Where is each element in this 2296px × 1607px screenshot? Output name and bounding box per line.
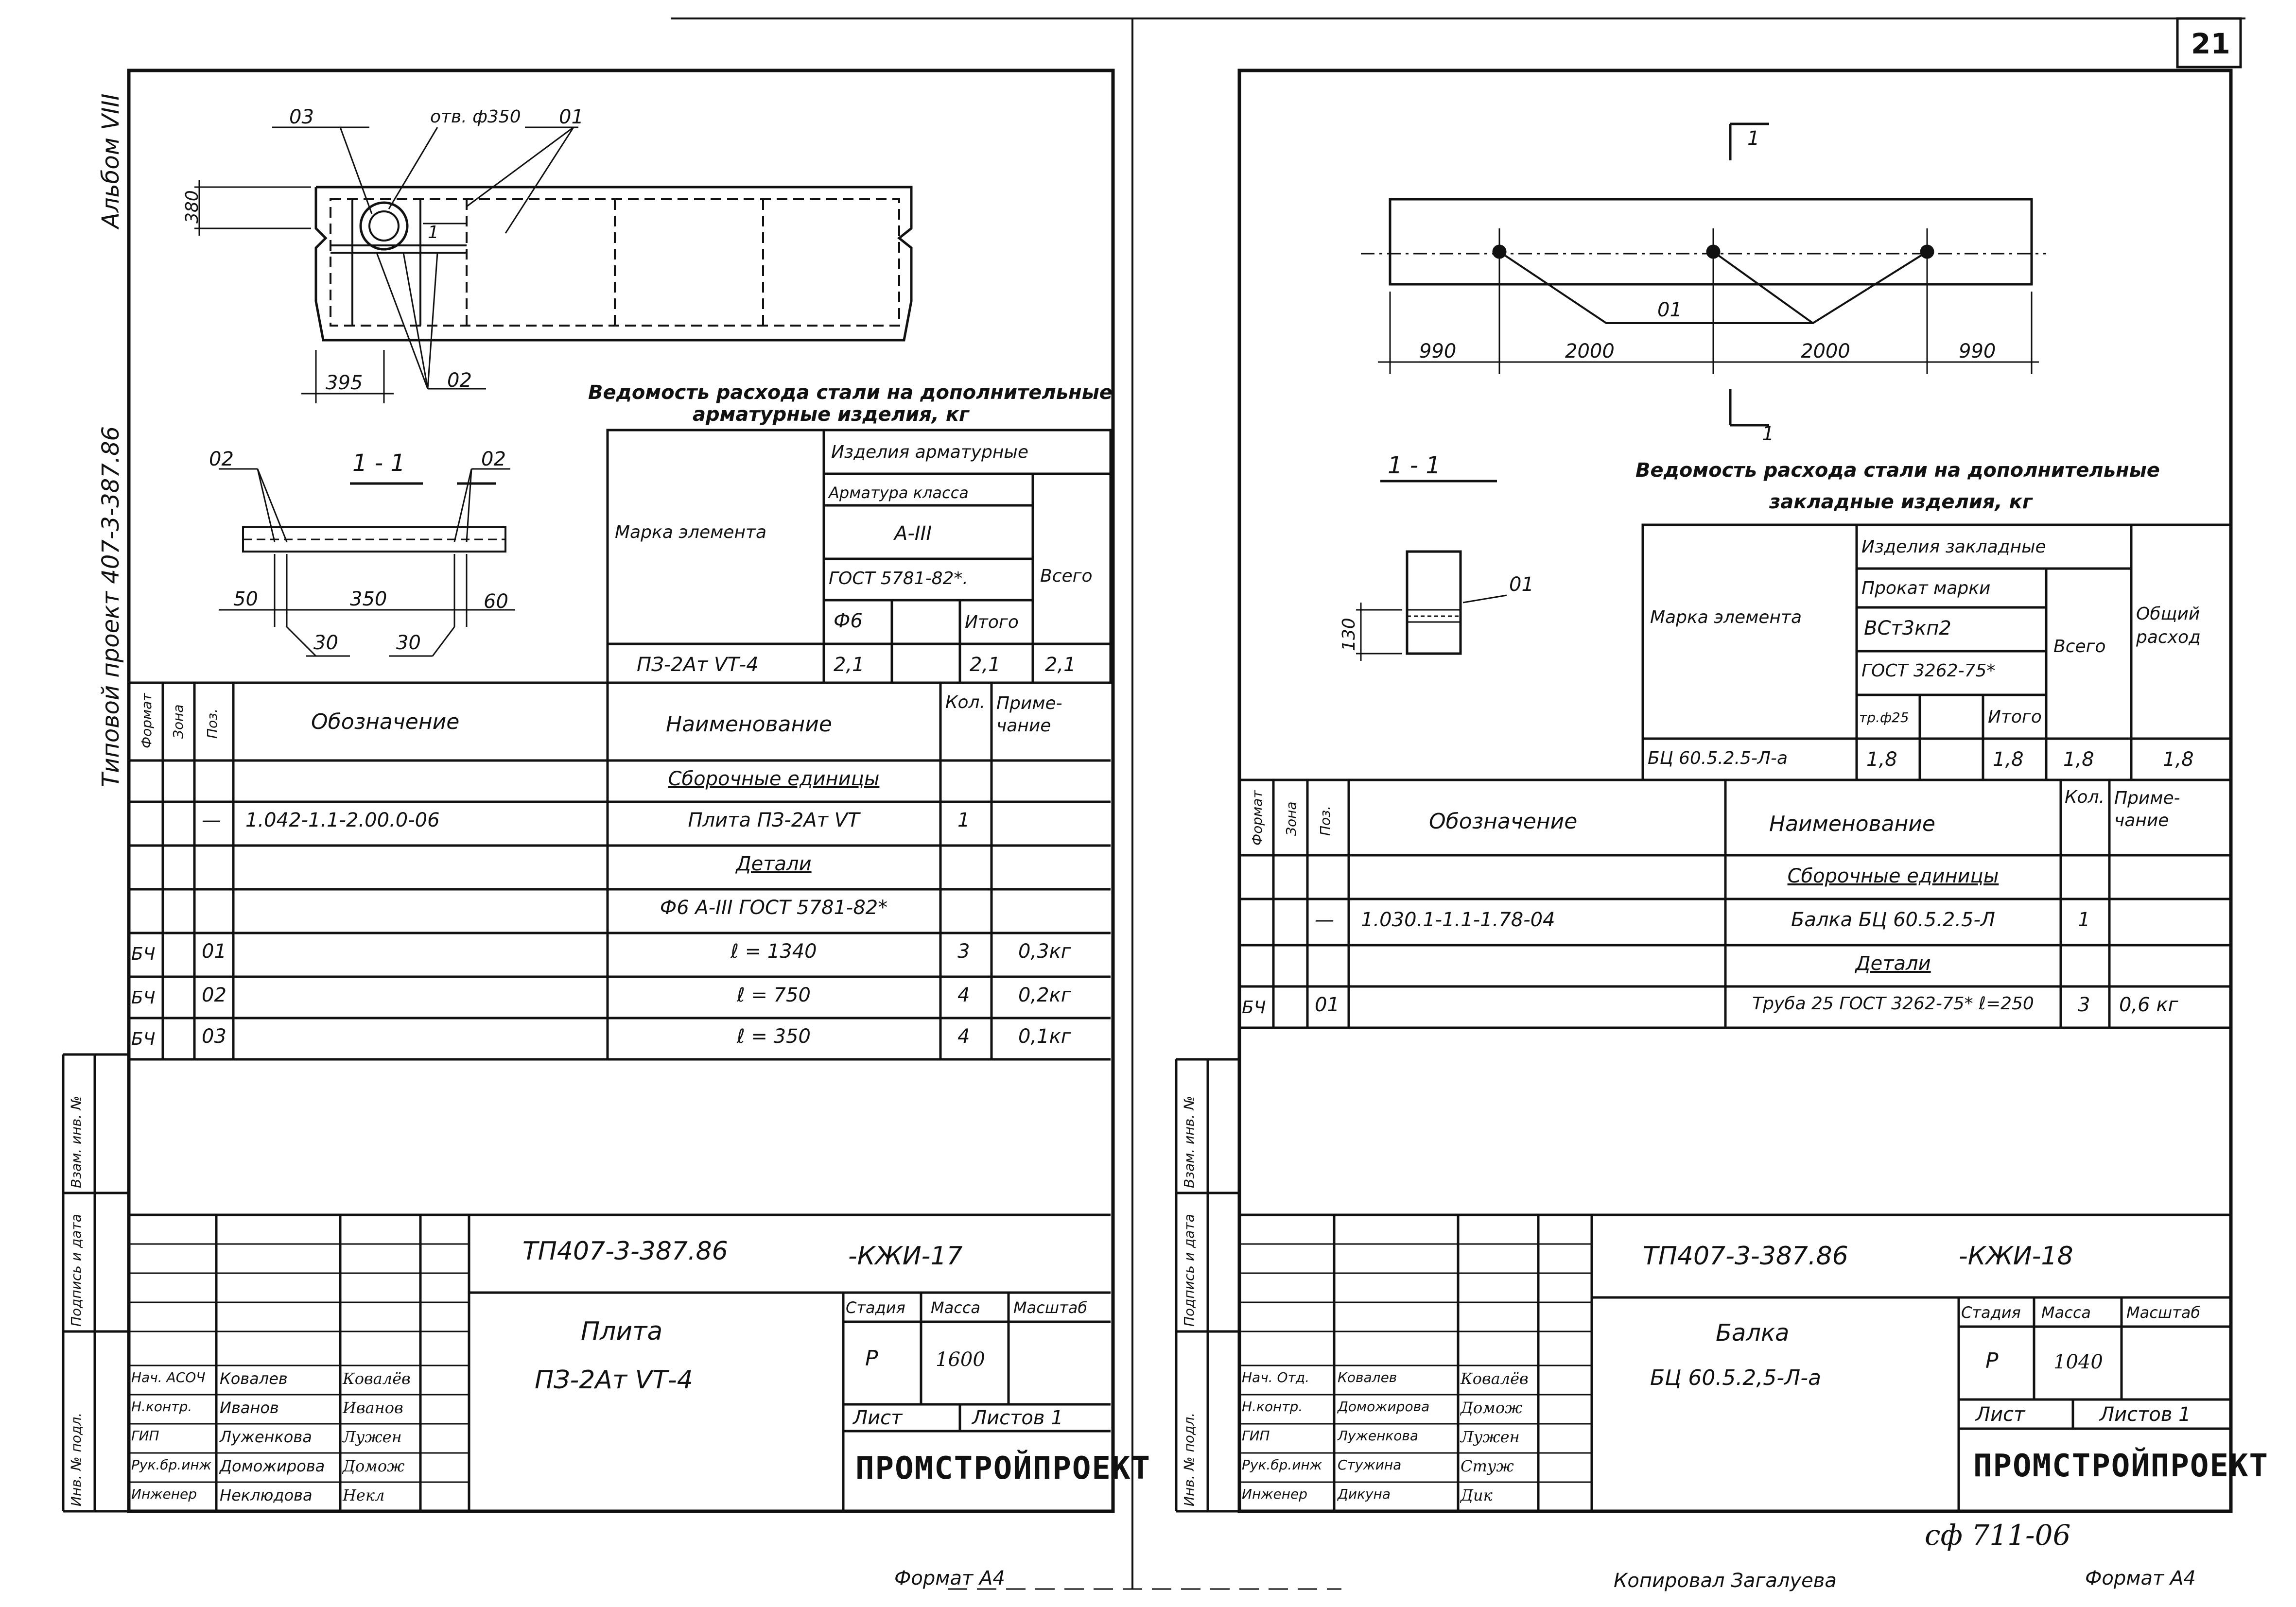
spec-right-poz: —: [1315, 909, 1334, 931]
ved-right-izdelia: Изделия закладные: [1861, 537, 2046, 557]
ved-left-phi: Ф6: [834, 610, 863, 632]
stamp-right-signature: Лужен: [1461, 1428, 1520, 1446]
stamp-right-code: ТП407-3-387.86: [1643, 1242, 1848, 1271]
spec-left-h-kol: Кол.: [945, 692, 986, 712]
section-dim-30a: 30: [313, 632, 338, 654]
side-vzam-inv: Взам. инв. №: [68, 1095, 84, 1188]
side-r-vzam-inv: Взам. инв. №: [1181, 1095, 1197, 1188]
footer-sheet-code: сф 711-06: [1925, 1519, 2071, 1552]
stamp-right-person: Ковалев: [1338, 1369, 1397, 1385]
beam-mark-1-top: 1: [1747, 127, 1760, 150]
spec-right-kol: 3: [2078, 994, 2090, 1016]
stamp-left-stadia: Р: [865, 1346, 878, 1371]
spec-right-naim: Сборочные единицы: [1787, 865, 1999, 887]
stamp-left-name-2: ПЗ-2Ат VТ-4: [535, 1365, 693, 1395]
stamp-left-signature: Иванов: [343, 1399, 403, 1417]
vedomost-title-left-1: Ведомость расхода стали на дополнительные: [588, 381, 1113, 404]
page-number: 21: [2191, 27, 2230, 60]
spec-right-naim: Балка БЦ 60.5.2.5-Л: [1791, 909, 1996, 931]
section-dim-30b: 30: [396, 632, 421, 654]
spec-right-kol: 1: [2078, 909, 2090, 931]
ved-right-itogo: Итого: [1988, 707, 2042, 727]
project-label: Типовой проект 407-3-387.86: [97, 426, 124, 787]
spec-right-h-zona: Зона: [1283, 801, 1299, 836]
ved-right-row-itogo: 1,8: [1993, 748, 2024, 771]
plate-mark-1: 1: [428, 223, 439, 242]
stamp-left-list-h: Лист: [853, 1407, 903, 1429]
plate-dim-380: 380: [182, 190, 202, 224]
ved-right-mark-header: Марка элемента: [1650, 607, 1802, 627]
spec-left-naim: Плита ПЗ-2Ат VТ: [688, 809, 860, 831]
spec-left-poz: 02: [202, 984, 226, 1006]
stamp-left-sheet: -КЖИ-17: [848, 1242, 963, 1271]
spec-right-oboz: 1.030.1-1.1-1.78-04: [1361, 909, 1555, 931]
spec-right-prim: 0,6 кг: [2119, 994, 2178, 1016]
spec-right-h-format: Формат: [1249, 790, 1265, 846]
stamp-right-signature: Ковалёв: [1461, 1369, 1529, 1388]
plate-dim-395: 395: [326, 372, 363, 394]
ved-right-vsego: Всего: [2053, 637, 2106, 657]
ved-left-row-itogo: 2,1: [970, 654, 1001, 676]
section-title-right: 1 - 1: [1388, 452, 1441, 479]
ved-left-armatura: Арматура класса: [829, 484, 969, 502]
spec-left-naim: Ф6 А-III ГОСТ 5781-82*: [660, 897, 888, 919]
side-r-podpis-data: Подпись и дата: [1181, 1214, 1197, 1327]
stamp-right-sheet: -КЖИ-18: [1959, 1242, 2073, 1271]
footer-copied: Копировал Загалуева: [1614, 1570, 1837, 1592]
spec-right-h-kol: Кол.: [2065, 787, 2105, 807]
stamp-left-signature: Лужен: [343, 1428, 402, 1446]
spec-left-naim: Сборочные единицы: [668, 768, 880, 790]
stamp-left-massa: 1600: [936, 1348, 985, 1371]
stamp-left-signature: Некл: [343, 1486, 385, 1504]
album-label: Альбом VIII: [97, 93, 124, 228]
spec-left-h-zona: Зона: [170, 704, 186, 739]
spec-left-naim: Детали: [736, 853, 812, 875]
stamp-left-org: ПРОМСТРОЙПРОЕКТ: [855, 1451, 1151, 1486]
stamp-right-stadia-h: Стадия: [1961, 1303, 2021, 1322]
stamp-left-code: ТП407-3-387.86: [522, 1237, 728, 1266]
vedomost-title-right-1: Ведомость расхода стали на дополнительные: [1635, 459, 2160, 482]
beam-dim-990a: 990: [1419, 340, 1457, 363]
stamp-left-signature: Домож: [343, 1457, 405, 1475]
stamp-left-role: ГИП: [131, 1428, 159, 1444]
vedomost-title-left-2: арматурные изделия, кг: [693, 403, 969, 426]
plate-label-otv: отв. ф350: [430, 107, 521, 127]
beam-dim-2000a: 2000: [1565, 340, 1615, 363]
spec-right-poz: 01: [1315, 994, 1339, 1016]
stamp-left-person: Доможирова: [220, 1457, 325, 1475]
spec-right-h-oboz: Обозначение: [1429, 809, 1578, 834]
stamp-right-person: Луженкова: [1338, 1428, 1419, 1444]
stamp-left-person: Луженкова: [220, 1428, 312, 1446]
side-inv-podl: Инв. № подл.: [68, 1412, 84, 1506]
spec-left-poz: 01: [202, 940, 226, 963]
ved-right-prokat: Прокат марки: [1861, 578, 1991, 598]
stamp-right-stadia: Р: [1985, 1348, 1999, 1373]
ved-left-vsego: Всего: [1040, 566, 1093, 586]
spec-left-poz: 03: [202, 1025, 226, 1048]
stamp-left-listov-h: Листов 1: [972, 1407, 1063, 1429]
spec-left-kol: 4: [957, 984, 970, 1006]
side-r-inv-podl: Инв. № подл.: [1181, 1412, 1197, 1506]
spec-left-prim: 0,1кг: [1018, 1025, 1071, 1048]
spec-left-format: БЧ: [131, 1029, 156, 1049]
stamp-right-signature: Дик: [1461, 1486, 1493, 1504]
stamp-right-list-h: Лист: [1976, 1403, 2025, 1426]
beam-dim-990b: 990: [1959, 340, 1996, 363]
stamp-right-role: Нач. Отд.: [1242, 1369, 1310, 1385]
ved-right-tr: тр.ф25: [1859, 709, 1909, 726]
vedomost-title-right-2: закладные изделия, кг: [1769, 491, 2033, 513]
beam-label-01: 01: [1657, 299, 1682, 321]
ved-right-obshiy: Общий расход: [2136, 604, 2201, 647]
spec-left-kol: 1: [957, 809, 970, 831]
spec-right-naim: Детали: [1855, 952, 1931, 975]
stamp-left-person: Ковалев: [220, 1369, 288, 1388]
section-r-01: 01: [1509, 573, 1534, 596]
stamp-right-listov-h: Листов 1: [2100, 1403, 2191, 1426]
plate-label-01: 01: [559, 106, 584, 128]
stamp-right-role: Инженер: [1242, 1486, 1308, 1502]
stamp-right-signature: Стуж: [1461, 1457, 1514, 1475]
spec-left-format: БЧ: [131, 988, 156, 1008]
ved-left-gost: ГОСТ 5781-82*.: [829, 569, 968, 588]
spec-right-h-poz: Поз.: [1317, 806, 1333, 836]
section-title-left: 1 - 1: [352, 449, 405, 477]
ved-left-mark-header: Марка элемента: [615, 522, 767, 542]
plate-label-03: 03: [289, 106, 314, 128]
stamp-right-massa-h: Масса: [2041, 1303, 2091, 1322]
spec-left-kol: 4: [957, 1025, 970, 1048]
section-r-dim-130: 130: [1339, 618, 1359, 651]
stamp-left-stadia-h: Стадия: [846, 1298, 905, 1317]
section-dim-60: 60: [484, 590, 508, 613]
spec-left-naim: ℓ = 350: [737, 1025, 811, 1048]
stamp-right-person: Стужина: [1338, 1457, 1402, 1473]
beam-mark-1-bottom: 1: [1762, 423, 1774, 445]
stamp-right-role: Н.контр.: [1242, 1399, 1303, 1415]
ved-right-row-obshiy: 1,8: [2163, 748, 2194, 771]
stamp-right-role: Рук.бр.инж: [1242, 1457, 1322, 1473]
stamp-left-masshtab-h: Масштаб: [1013, 1298, 1088, 1317]
section-dim-50: 50: [233, 588, 258, 610]
stamp-left-name-1: Плита: [581, 1317, 663, 1346]
spec-left-h-oboz: Обозначение: [311, 709, 460, 734]
ved-left-row-mark: ПЗ-2Ат VТ-4: [637, 654, 759, 676]
plate-label-02: 02: [447, 369, 472, 392]
ved-right-row-v1: 1,8: [1866, 748, 1897, 771]
spec-right-naim: Труба 25 ГОСТ 3262-75* ℓ=250: [1752, 994, 2034, 1014]
spec-right-format: БЧ: [1242, 998, 1266, 1018]
footer-format-right: Формат А4: [2085, 1567, 2196, 1590]
stamp-right-massa: 1040: [2053, 1351, 2103, 1373]
stamp-left-signature: Ковалёв: [343, 1369, 411, 1388]
spec-left-h-poz: Поз.: [204, 708, 220, 739]
spec-left-h-naim: Наименование: [666, 712, 832, 737]
spec-left-h-prim: Приме-чание: [996, 693, 1062, 736]
spec-left-format: БЧ: [131, 944, 156, 964]
stamp-left-role: Н.контр.: [131, 1399, 192, 1415]
spec-left-prim: 0,3кг: [1018, 940, 1071, 963]
spec-right-h-naim: Наименование: [1769, 812, 1935, 836]
spec-left-naim: ℓ = 1340: [731, 940, 817, 963]
spec-left-kol: 3: [957, 940, 970, 963]
stamp-right-person: Доможирова: [1338, 1399, 1430, 1415]
spec-left-prim: 0,2кг: [1018, 984, 1071, 1006]
stamp-left-person: Иванов: [220, 1399, 279, 1417]
ved-left-klass: А-III: [894, 522, 932, 545]
stamp-left-person: Неклюдова: [220, 1486, 313, 1504]
section-dim-350: 350: [350, 588, 387, 610]
stamp-right-person: Дикуна: [1338, 1486, 1391, 1502]
section-02a: 02: [209, 448, 234, 470]
ved-right-marka: ВСт3кп2: [1864, 617, 1951, 639]
spec-left-poz: —: [202, 809, 221, 831]
stamp-left-massa-h: Масса: [931, 1298, 981, 1317]
ved-right-row-vsego: 1,8: [2063, 748, 2094, 771]
spec-left-naim: ℓ = 750: [737, 984, 811, 1006]
stamp-right-signature: Домож: [1461, 1399, 1523, 1417]
stamp-left-role: Рук.бр.инж: [131, 1457, 211, 1473]
ved-left-row-v1: 2,1: [834, 654, 865, 676]
stamp-right-masshtab-h: Масштаб: [2126, 1303, 2201, 1322]
spec-left-oboz: 1.042-1.1-2.00.0-06: [245, 809, 440, 831]
ved-right-row-mark: БЦ 60.5.2.5-Л-а: [1648, 748, 1788, 768]
side-podpis-data: Подпись и дата: [68, 1214, 84, 1327]
stamp-right-name-1: Балка: [1716, 1319, 1790, 1347]
ved-right-gost: ГОСТ 3262-75*: [1861, 661, 1996, 681]
beam-dim-2000b: 2000: [1801, 340, 1850, 363]
ved-left-itogo: Итого: [965, 612, 1019, 632]
stamp-right-name-2: БЦ 60.5.2,5-Л-а: [1650, 1365, 1822, 1390]
footer-format-left: Формат А4: [894, 1567, 1005, 1590]
ved-left-izdelia: Изделия арматурные: [831, 442, 1028, 462]
stamp-left-role: Инженер: [131, 1486, 197, 1502]
ved-left-row-vsego: 2,1: [1045, 654, 1076, 676]
stamp-right-org: ПРОМСТРОЙПРОЕКТ: [1973, 1448, 2269, 1484]
spec-left-h-format: Формат: [139, 693, 155, 748]
spec-right-h-prim: Приме-чание: [2114, 788, 2180, 830]
stamp-right-role: ГИП: [1242, 1428, 1270, 1444]
stamp-left-role: Нач. АСОЧ: [131, 1369, 206, 1385]
section-02b: 02: [481, 448, 506, 470]
